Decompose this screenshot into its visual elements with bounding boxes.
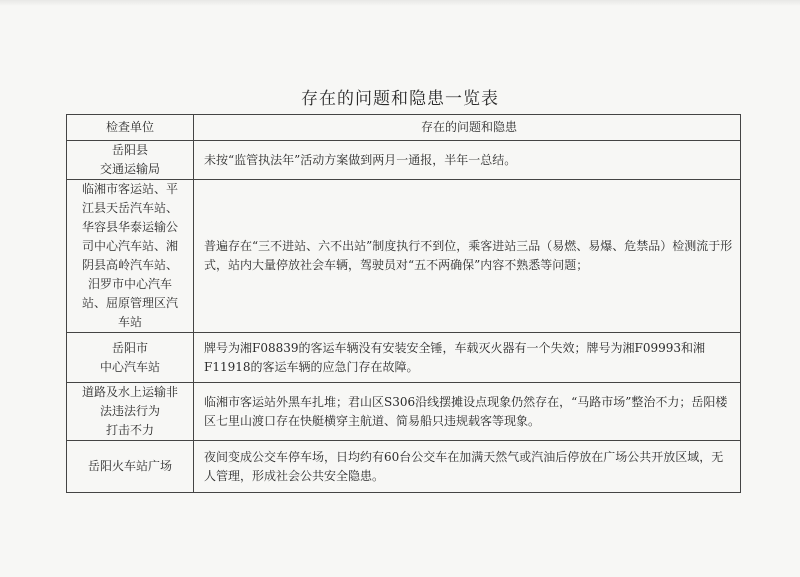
issue-cell: 夜间变成公交车停车场，日均约有60台公交车在加满天然气或汽油后停放在广场公共开放区域，无人管理，形成社会公共安全隐患。 xyxy=(194,441,741,493)
unit-line: 道路及水上运输非 xyxy=(81,385,178,399)
issue-cell: 牌号为湘F08839的客运车辆没有安装安全锤，车载灭火器有一个失效；牌号为湘F09993和湘F11918的客运车辆的应急门存在故障。 xyxy=(194,333,741,383)
unit-line: 中心汽车站 xyxy=(99,359,160,374)
unit-cell xyxy=(67,333,194,383)
issues-table xyxy=(66,114,741,493)
unit-line: 司中心汽车站、湘 xyxy=(81,239,178,253)
unit-line: 岳阳火车站广场 xyxy=(87,459,172,473)
unit-line: 打击不力 xyxy=(105,423,154,437)
unit-line: 车站 xyxy=(117,315,142,329)
page-title: 存在的问题和隐患一览表 xyxy=(301,89,499,109)
unit-line: 站、屈原管理区汽 xyxy=(81,296,178,310)
header-issues: 存在的问题和隐患 xyxy=(194,115,741,141)
issue-cell: 普遍存在“三不进站、六不出站”制度执行不到位，乘客进站三品（易燃、易爆、危禁品）检测流于形式，站内大量停放社会车辆，驾驶员对“五不两确保”内容不熟悉等问题； xyxy=(194,180,741,333)
unit-line: 汨罗市中心汽车 xyxy=(87,277,172,291)
unit-line: 岳阳县 xyxy=(111,143,148,157)
unit-cell xyxy=(67,141,194,180)
unit-cell xyxy=(67,180,194,333)
unit-line: 岳阳市 xyxy=(111,340,148,355)
table-row xyxy=(67,333,741,383)
header-unit: 检查单位 xyxy=(67,115,194,141)
unit-line: 临湘市客运站、平 xyxy=(81,182,178,196)
unit-line: 法违法行为 xyxy=(99,404,160,418)
unit-cell xyxy=(67,441,194,493)
table-row xyxy=(67,180,741,333)
unit-line: 华容县华泰运输公 xyxy=(81,220,178,234)
table-row xyxy=(67,141,741,180)
issue-cell: 未按“监管执法年”活动方案做到两月一通报，半年一总结。 xyxy=(194,141,741,180)
table-header-row xyxy=(67,115,741,141)
scan-edge xyxy=(0,0,800,6)
table-row xyxy=(67,383,741,441)
unit-line: 阴县高岭汽车站、 xyxy=(81,258,178,272)
unit-line: 交通运输局 xyxy=(99,162,160,176)
table-row xyxy=(67,441,741,493)
issue-cell: 临湘市客运站外黑车扎堆；君山区S306沿线摆摊设点现象仍然存在，“马路市场”整治不力；岳阳楼区七里山渡口存在快艇横穿主航道、简易船只违规载客等现象。 xyxy=(194,383,741,441)
unit-cell xyxy=(67,383,194,441)
unit-line: 江县天岳汽车站、 xyxy=(81,201,178,215)
